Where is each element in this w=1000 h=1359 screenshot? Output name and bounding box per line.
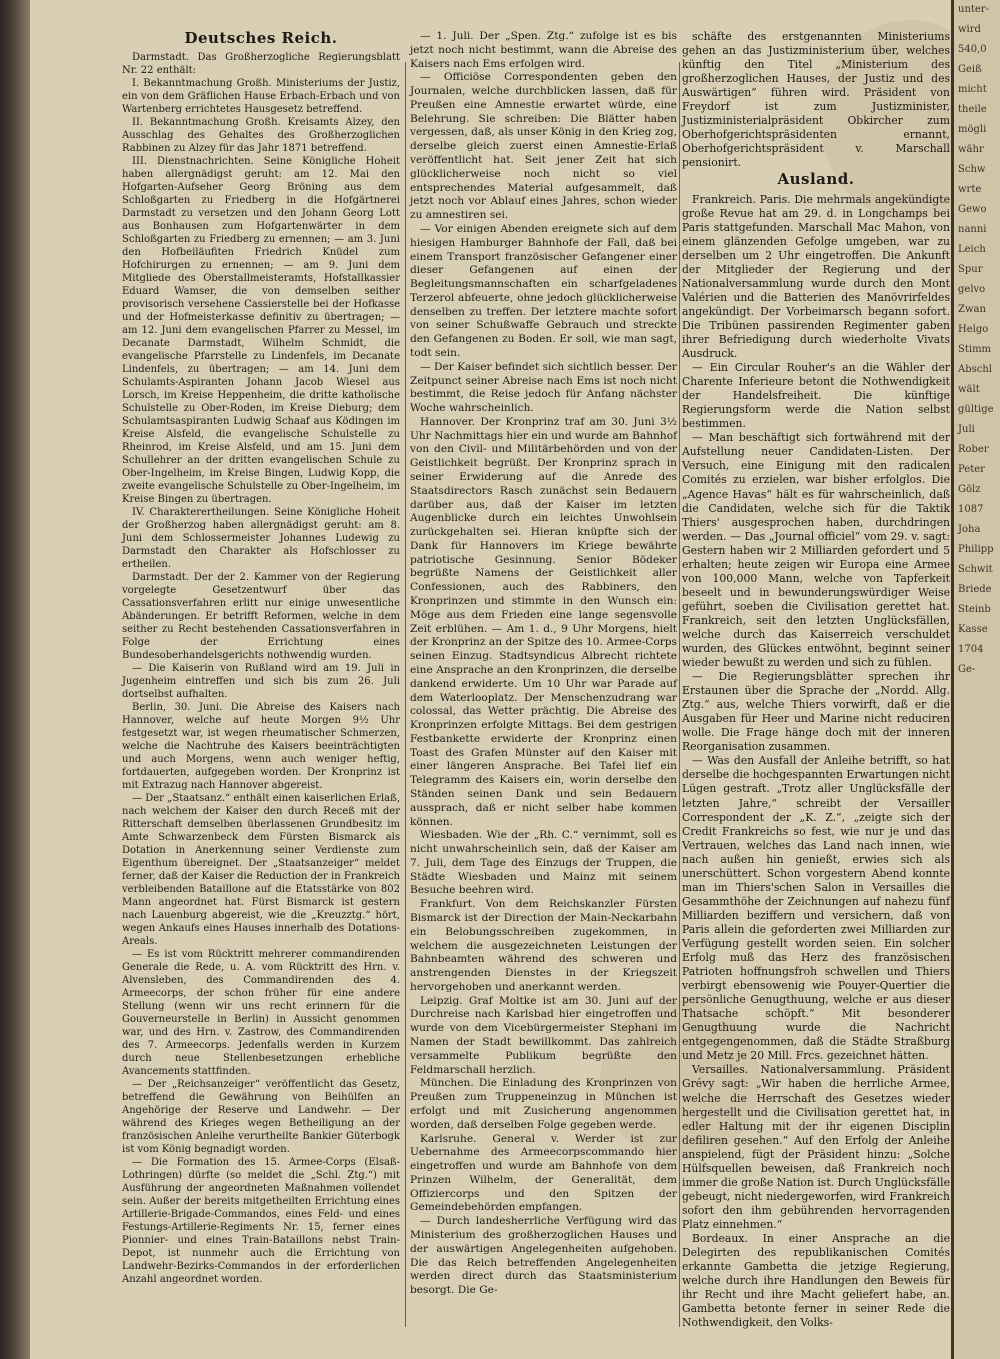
edge-text-fragment: Schwit [958, 564, 993, 575]
article-paragraph: Bordeaux. In einer Ansprache an die Delegirten des republikanischen Comités erkannte Gambetta die jetzige Regierung, welche durch ihre Handlungen den Beweis für ihr Recht und ihre Macht geliefert habe, an. Gambetta betonte ferner in seiner Rede die Nothwendigkeit, den Volks- [682, 1231, 950, 1330]
edge-text-fragment: wird [958, 24, 981, 35]
column-1 [122, 30, 400, 1286]
column-rule [405, 62, 406, 1327]
article-paragraph: III. Dienstnachrichten. Seine Königliche Hoheit haben allergnädigst geruht: am 12. Mai den Hofgarten-Aufseher Georg Bröning aus dem Schloßgarten zu Friedberg in die Hofgärtnerei Darmstadt zu versetzen und den Johann Georg Lott aus Bonhausen zum Hofgartenwärter in dem Schloßgarten zu Friedberg zu ernennen; — am 3. Juni den Hofbeiläufiten Friedrich Knüdel zum Hofchirurgen zu ernennen; — am 9. Juni dem Mitgliede des Oberstallmeisteramts, Hofstallkassier Eduard Wamser, die von demselben seither provisorisch versehene Cassierstelle bei der Hofkasse und der Hofmeisterkasse definitiv zu übertragen; — am 12. Juni dem evangelischen Pfarrer zu Messel, im Decanate Darmstadt, Wilhelm Schmidt, die evangelische Pfarrstelle zu Lindenfels, im Decanate Lindenfels, zu übertragen; — am 14. Juni dem Schulamts-Aspiranten Johann Jacob Wiesel aus Lorsch, im Kreise Heppenheim, die dritte katholische Schulstelle zu Ober-Roden, im Kreise Dieburg; dem Schulamtsaspiranten Ludwig Schaaf aus Ködingen im Kreise Alsfeld, die evangelische Schulstelle zu Rheinrod, im Kreise Alsfeld, und am 15. Juni dem Schullehrer an der dritten evangelischen Schule zu Ober-Ingelheim, im Kreise Bingen, Ludwig Kopp, die zweite evangelische Schulstelle zu Ober-Ingelheim, im Kreise Bingen zu übertragen. [122, 156, 400, 505]
edge-text-fragment: Gölz [958, 484, 981, 495]
edge-text-fragment: gültige [958, 404, 994, 415]
edge-text-fragment: Stimm [958, 344, 992, 355]
edge-text-fragment: Spur [958, 264, 983, 275]
edge-text-fragment: unter- [958, 4, 989, 15]
edge-text-fragment: wält [958, 384, 980, 395]
edge-text-fragment: 1704 [958, 644, 984, 655]
edge-text-fragment: Steinb [958, 604, 991, 615]
article-paragraph: II. Bekanntmachung Großh. Kreisamts Alzey, den Ausschlag des Gehaltes des Großherzoglichen Rabbinen zu Alzey für das Jahr 1871 betreffend. [122, 117, 400, 154]
edge-text-fragment: Peter [958, 464, 985, 475]
edge-text-fragment: theile [958, 104, 987, 115]
edge-text-fragment: micht [958, 84, 987, 95]
edge-text-fragment: Briede [958, 584, 992, 595]
article-paragraph: München. Die Einladung des Kronprinzen von Preußen zum Truppeneinzug in München ist erfolgt und mit Zusicherung angenommen worden, daß derselben Folge gegeben werde. [410, 1077, 677, 1131]
article-paragraph: — Man beschäftigt sich fortwährend mit der Aufstellung neuer Candidaten-Listen. Der Versuch, eine Einigung mit den radicalen Comités zu erzielen, war bisher erfolglos. Die „Agence Havas“ hält es für wahrscheinlich, daß die Candidaten, welche sich für die Taktik Thiers' ausgesprochen haben, durchdringen werden. — Das „Journal officiel“ vom 29. v. sagt: Gestern haben wir 2 Milliarden gefordert und 5 erhalten; heute zeigen wir Europa eine Armee von 100,000 Mann, welche von Tapferkeit beseelt und in bewunderungswürdiger Weise geführt, soeben die Civilisation gerettet hat. Frankreich, seit den letzten Unglücksfällen, welche durch das Kaiserreich verschuldet wurden, des Glückes entwöhnt, beginnt seiner wieder bewußt zu werden und sich zu fühlen. [682, 431, 950, 670]
article-paragraph: — Es ist vom Rücktritt mehrerer commandirenden Generale die Rede, u. A. vom Rücktritt des Hrn. v. Alvensleben, des Commandirenden des 4. Armeecorps, der schon früher für eine andere Stellung (wenn wir uns recht erinnern für die Gouverneurstelle in Berlin) in Aussicht genommen war, und des Hrn. v. Zastrow, des Commandirenden des 7. Armeecorps. Jedenfalls werden in Kurzem durch neue Stellenbesetzungen erhebliche Avancements stattfinden. [122, 949, 400, 1077]
edge-text-fragment: Joha [958, 524, 981, 535]
article-paragraph: Wiesbaden. Wie der „Rh. C.“ vernimmt, soll es nicht unwahrscheinlich sein, daß der Kaiser am 7. Juli, dem Tage des Einzugs der Truppen, die Städte Wiesbaden und Mainz mit seinem Besuche beehren wird. [410, 829, 677, 897]
edge-text-fragment: Rober [958, 444, 989, 455]
article-paragraph: — Der „Staatsanz.“ enthält einen kaiserlichen Erlaß, nach welchem der Kaiser den durch Receß mit der Ritterschaft demselben überlassenen Grundbesitz im Amte Schwarzenbeck dem Fürsten Bismarck als Dotation in Anerkennung seiner Verdienste zum Eigenthum übereignet. Der „Staatsanzeiger“ meldet ferner, daß der Kaiser die Reduction der in Frankreich verbleibenden Bataillone auf die Etatsstärke von 802 Mann angeordnet hat. Fürst Bismarck ist gestern nach Lauenburg abgereist, wie die „Kreuzztg.“ hört, wegen Ankaufs eines Hauses innerhalb des Dotations-Areals. [122, 793, 400, 947]
edge-text-fragment: Juli [958, 424, 975, 435]
edge-text-fragment: Philipp [958, 544, 994, 555]
article-paragraph: Hannover. Der Kronprinz traf am 30. Juni 3½ Uhr Nachmittags hier ein und wurde am Bahnhof von den Civil- und Militärbehörden und von der Geistlichkeit begrüßt. Der Kronprinz sprach in seiner Erwiderung auf die Anrede des Staatsdirectors Rasch zunächst sein Bedauern darüber aus, daß der Kaiser im letzten Augenblicke durch ein leichtes Unwohlsein zurückgehalten sei. Hieran knüpfte sich der Dank für Hannovers im Kriege bewährte patriotische Gesinnung. Senior Bödeker begrüßte Namens der Geistlichkeit aller Confessionen, auch des Rabbiners, den Kronprinzen und stimmte in den Wunsch ein: Möge aus dem Frieden eine lange segensvolle Zeit erblühen. — Am 1. d., 9 Uhr Morgens, hielt der Kronprinz an der Spitze des 10. Armee-Corps seinen Einzug. Stadtsyndicus Albrecht richtete eine Ansprache an den Kronprinzen, die derselbe dankend erwiderte. Um 10 Uhr war Parade auf dem Waterlooplatz. Der Menschenzudrang war colossal, das Wetter prächtig. Die Abreise des Kronprinzen erfolgte Mittags. Bei dem gestrigen Festbankette erwiderte der Kronprinz einen Toast des Grafen Münster auf den Kaiser mit einer längeren Ansprache. Bei Tafel lief ein Telegramm des Kaisers ein, worin derselbe den Ständen seinen Dank und sein Bedauern aussprach, daß er nicht selber habe kommen können. [410, 415, 677, 828]
article-paragraph: — Die Formation des 15. Armee-Corps (Elsaß-Lothringen) dürfte (so meldet die „Schl. Ztg.“) mit Ausführung der angeordneten Maßnahmen vollendet sein. Außer der bereits mitgetheilten Errichtung eines Artillerie-Brigade-Commandos, eines Feld- und eines Festungs-Artillerie-Regiments Nr. 15, ferner eines Pionnier- und eines Train-Bataillons nebst Train-Depot, ist nunmehr auch die Errichtung von Landwehr-Bezirks-Commandos in der erforderlichen Anzahl angeordnet worden. [122, 1157, 400, 1285]
edge-text-fragment: Geiß [958, 64, 982, 75]
edge-text-fragment: mögli [958, 124, 987, 135]
article-paragraph: I. Bekanntmachung Großh. Ministeriums der Justiz, ein von dem Gräflichen Hause Erbach-Erbach und von Wartenberg errichtetes Hausgesetz betreffend. [122, 78, 400, 115]
edge-text-fragment: 540,0 [958, 44, 987, 55]
edge-text-fragment: gelvo [958, 284, 986, 295]
article-paragraph: — Ein Circular Rouher's an die Wähler der Charente Inferieure betont die Nothwendigkeit der Handelsfreiheit. Die künftige Regierungsform werde die Nation selbst bestimmen. [682, 361, 950, 431]
article-paragraph: — Vor einigen Abenden ereignete sich auf dem hiesigen Hamburger Bahnhofe der Fall, daß bei einem Transport französischer Gefangener einer dieser Gefangenen auf einen der Begleitungsmannschaften ein scharfgeladenes Terzerol abfeuerte, ohne jedoch glücklicherweise denselben zu treffen. Der letztere machte sofort von seiner Schußwaffe Gebrauch und streckte den Gefangenen zu Boden. Er soll, wie man sagt, todt sein. [410, 222, 677, 359]
article-paragraph: — Durch landesherrliche Verfügung wird das Ministerium des großherzoglichen Hauses und der auswärtigen Angelegenheiten aufgehoben. Die das Reich betreffenden Angelegenheiten werden direct durch das Staatsministerium besorgt. Die Ge- [410, 1215, 677, 1297]
article-paragraph: — Der Kaiser befindet sich sichtlich besser. Der Zeitpunct seiner Abreise nach Ems ist noch nicht bestimmt, die Reise jedoch für Anfang nächster Woche wahrscheinlich. [410, 360, 677, 415]
article-paragraph: Versailles. Nationalversammlung. Präsident Grévy sagt: „Wir haben die herrliche Armee, welche die Herrschaft des Gesetzes wieder hergestellt und die Civilisation gerettet hat, in edler Haltung mit der ihr eigenen Disciplin defiliren gesehen.“ Auf den Erfolg der Anleihe anspielend, fügt der Präsident hinzu: „Solche Hülfsquellen beweisen, daß Frankreich noch immer die große Nation ist. Durch Unglücksfälle gebeugt, nicht niedergeworfen, wird Frankreich sofort den ihm gebührenden hervorragenden Platz einnehmen.“ [682, 1063, 950, 1231]
article-paragraph: — Der „Reichsanzeiger“ veröffentlicht das Gesetz, betreffend die Gewährung von Beihülfen an Angehörige der Reserve und Landwehr. — Der während des Krieges wegen Betheiligung an der französischen Anleihe verurtheilte Bankier Güterbogk ist vom König begnadigt worden. [122, 1079, 400, 1155]
edge-text-fragment: nanni [958, 224, 987, 235]
column-3 [682, 30, 950, 1330]
article-paragraph: — Officiöse Correspondenten geben den Journalen, welche durchblicken lassen, daß für Preußen eine Amnestie erwartet würde, eine Belehrung. Sie schreiben: Die Blätter haben vergessen, daß, als unser König in den Krieg zog, derselbe gleich zuerst einen Amnestie-Erlaß veröffentlicht hat. Seit jener Zeit hat sich glücklicherweise noch nicht so viel entsprechendes Material aufgesammelt, daß jetzt noch vor Ablauf eines Jahres, schon wieder zu amnestiren sei. [410, 71, 677, 222]
edge-text-fragment: 1087 [958, 504, 984, 515]
section-heading-deutsches-reich: Deutsches Reich. [184, 29, 338, 47]
article-paragraph: Leipzig. Graf Moltke ist am 30. Juni auf der Durchreise nach Karlsbad hier eingetroffen und wurde von dem Vicebürgermeister Stephani im Namen der Stadt bewillkommt. Das zahlreich versammelte Publikum begrüßte den Feldmarschall herzlich. [410, 994, 677, 1076]
edge-text-fragment: Kasse [958, 624, 988, 635]
column-2 [410, 30, 677, 1298]
edge-text-fragment: Leich [958, 244, 986, 255]
edge-text-fragment: Schw [958, 164, 986, 175]
edge-text-fragment: währ [958, 144, 984, 155]
edge-text-fragment: Gewo [958, 204, 987, 215]
edge-text-fragment: wrte [958, 184, 982, 195]
book-binding [0, 0, 30, 1359]
article-paragraph: Karlsruhe. General v. Werder ist zur Uebernahme des Armeecorpscommando hier eingetroffen und wurde am Bahnhofe von dem Prinzen Wilhelm, der Generalität, dem Offiziercorps und den Spitzen der Gemeindebehörden empfangen. [410, 1132, 677, 1214]
article-paragraph: — 1. Juli. Der „Spen. Ztg.“ zufolge ist es bis jetzt noch nicht bestimmt, wann die Abreise des Kaisers nach Ems erfolgen wird. [410, 30, 677, 70]
article-paragraph: — Was den Ausfall der Anleihe betrifft, so hat derselbe die hochgespannten Erwartungen nicht Lügen gestraft. „Trotz aller Unglücksfälle der letzten Jahre,“ schreibt der Versailler Correspondent der „K. Z.“, „zeigte sich der Credit Frankreichs so fest, wie nur je und das Vertrauen, welches das Land nach innen, wie nach außen hin genießt, erwies sich als unerschüttert. Schon vorgestern Abend konnte man im Thiers'schen Salon in Versailles die Gesammthöhe der Zeichnungen auf nahezu fünf Milliarden beziffern und versichern, daß von Paris allein die geforderten zwei Milliarden zur Verfügung gestellt worden seien. Ein solcher Erfolg muß das Herz des französischen Patrioten hoffnungsfroh schwellen und Thiers verbirgt ebensowenig wie Pouyer-Quertier die persönliche Genugthuung, welche er aus dieser Thatsache schöpft.“ Mit besonderer Genugthuung wurde die Nachricht entgegengenommen, daß die Städte Straßburg und Metz je 20 Mill. Frcs. gezeichnet hätten. [682, 754, 950, 1063]
article-paragraph: Frankreich. Paris. Die mehrmals angekündigte große Revue hat am 29. d. in Longchamps bei Paris stattgefunden. Marschall Mac Mahon, von einem glänzenden Gefolge umgeben, war zu derselben um 2 Uhr eingetroffen. Die Ankunft der Mitglieder der Regierung und der Nationalversammlung wurde durch den Mont Valérien und die Batterien des Manövrirfeldes angekündigt. Der Vorbeimarsch begann sofort. Die Tribünen passirenden Regimenter gaben ihrer Befriedigung durch wiederholte Vivats Ausdruck. [682, 192, 950, 361]
article-paragraph: schäfte des erstgenannten Ministeriums gehen an das Justizministerium über, welches künftig den Titel „Ministerium des großherzoglichen Hauses, der Justiz und des Auswärtigen“ führen wird. Präsident von Freydorf ist zum Justizminister, Justizministerialpräsident Obkircher zum Oberhofgerichtspräsidenten ernannt, Oberhofgerichtspräsident v. Marschall pensionirt. [682, 30, 950, 170]
section-heading-ausland: Ausland. [777, 170, 855, 189]
adjacent-page-edge [951, 0, 1000, 1359]
article-paragraph: — Die Regierungsblätter sprechen ihr Erstaunen über die Sprache der „Nordd. Allg. Ztg.“ aus, welche Thiers vorwirft, daß er die Ausgaben für Heer und Marine nicht reduciren wolle. Die Frage hänge doch mit der inneren Reorganisation zusammen. [682, 670, 950, 754]
article-paragraph: Frankfurt. Von dem Reichskanzler Fürsten Bismarck ist der Direction der Main-Neckarbahn ein Belobungsschreiben zugekommen, in welchem die ausgezeichneten Leistungen der Bahnbeamten während des schweren und anstrengenden Dienstes in der Kriegszeit hervorgehoben und anerkannt werden. [410, 898, 677, 993]
article-paragraph: IV. Charakterertheilungen. Seine Königliche Hoheit der Großherzog haben allergnädigst geruht: am 8. Juni dem Schlossermeister Johannes Ludewig zu Darmstadt den Charakter als Hofschlosser zu ertheilen. [122, 507, 400, 570]
edge-text-fragment: Zwan [958, 304, 986, 315]
edge-text-fragment: Helgo [958, 324, 989, 335]
article-paragraph: Darmstadt. Der der 2. Kammer von der Regierung vorgelegte Gesetzentwurf über das Cassationsverfahren erlitt nur einige unwesentliche Abänderungen. Er betrifft Reformen, welche in dem seither zu Recht bestehenden Cassationsverfahren in Folge der Errichtung eines Bundesoberhandelsgerichts nothwendig wurden. [122, 572, 400, 661]
article-paragraph: — Die Kaiserin von Rußland wird am 19. Juli in Jugenheim eintreffen und sich bis zum 26. Juli dortselbst aufhalten. [122, 663, 400, 700]
article-paragraph: Berlin, 30. Juni. Die Abreise des Kaisers nach Hannover, welche auf heute Morgen 9½ Uhr festgesetzt war, ist wegen rheumatischer Schmerzen, welche die Nachtruhe des Kaisers beeinträchtigten und auch Morgens, wenn auch weniger heftig, fortdauerten, aufgegeben worden. Der Kronprinz ist mit Extrazug nach Hannover abgereist. [122, 702, 400, 791]
edge-text-fragment: Ge- [958, 664, 976, 675]
column-rule [679, 62, 680, 1327]
article-paragraph: Darmstadt. Das Großherzogliche Regierungsblatt Nr. 22 enthält: [122, 52, 400, 76]
edge-text-fragment: Abschl [958, 364, 992, 375]
